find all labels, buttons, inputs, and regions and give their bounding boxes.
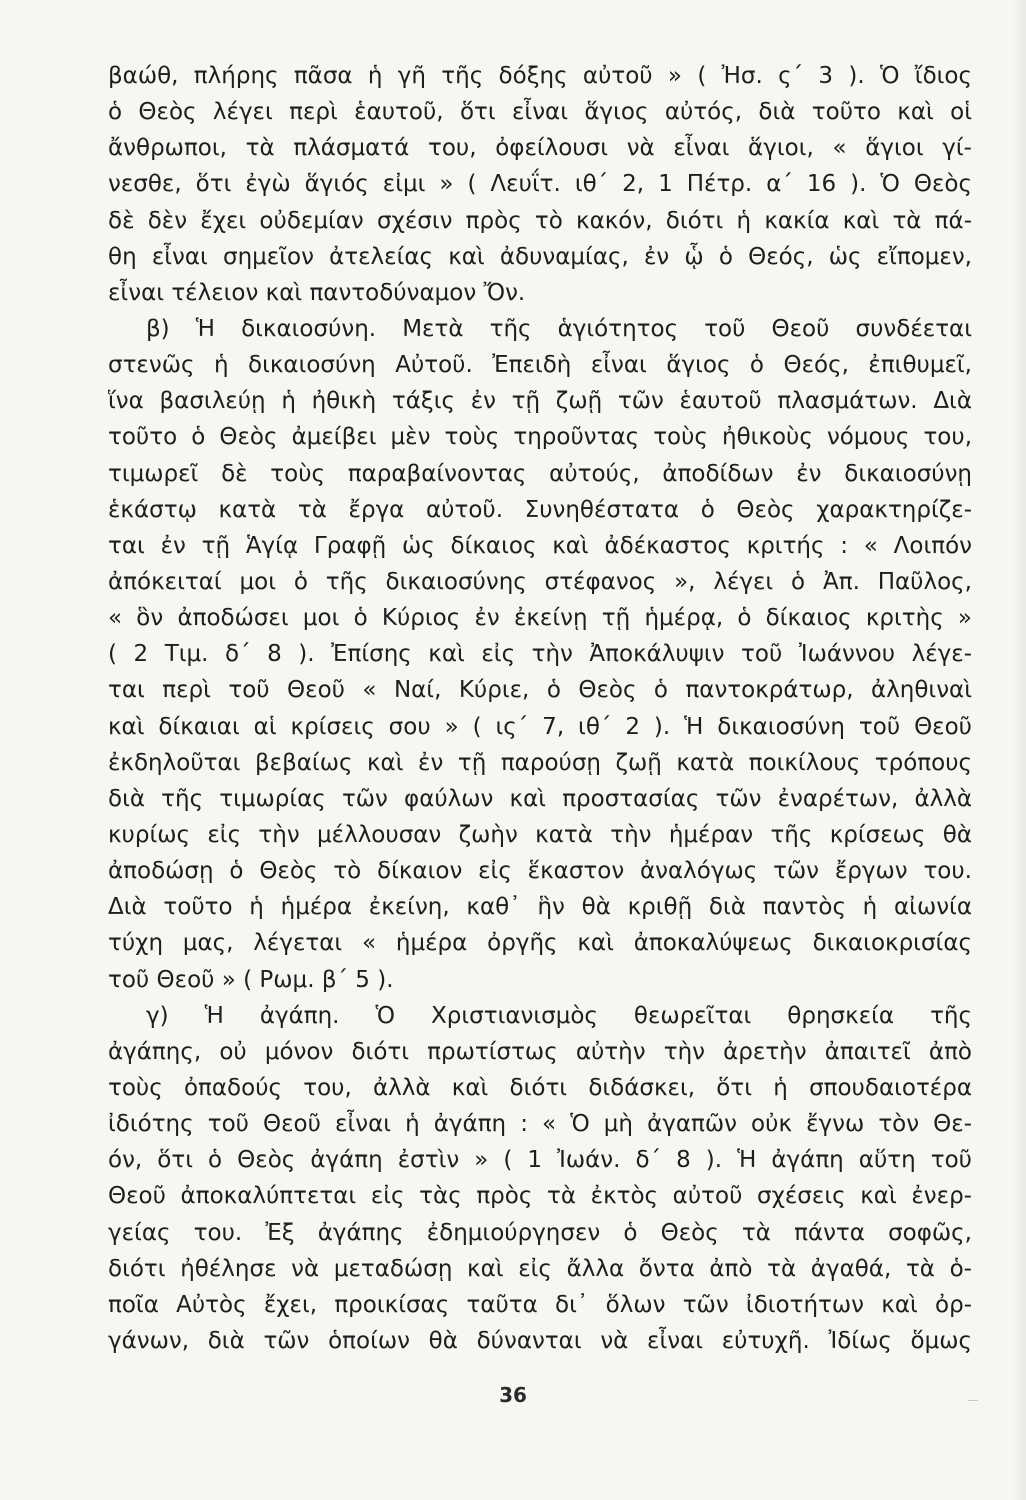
text-line: ἰδιότης τοῦ Θεοῦ εἶναι ἡ ἀγάπη : « Ὁ μὴ ἀγαπῶν οὐκ ἔγνω τὸν Θε-: [108, 1111, 972, 1138]
text-line: ἀποδώσῃ ὁ Θεὸς τὸ δίκαιον εἰς ἕκαστον ἀναλόγως τῶν ἔργων του.: [108, 858, 972, 885]
text-line: τοῦτο ὁ Θεὸς ἀμείβει μὲν τοὺς τηροῦντας τοὺς ἠθικοὺς νόμους του,: [108, 424, 972, 451]
margin-mark: [968, 1400, 978, 1401]
text-line: θη εἶναι σημεῖον ἀτελείας καὶ ἀδυναμίας, ἐν ᾧ ὁ Θεός, ὡς εἴπομεν,: [108, 243, 972, 270]
page-number: 36: [499, 1383, 527, 1407]
text-line: Θεοῦ ἀποκαλύπτεται εἰς τὰς πρὸς τὰ ἐκτὸς αὐτοῦ σχέσεις καὶ ἐνερ-: [108, 1183, 972, 1210]
text-line: γείας του. Ἐξ ἀγάπης ἐδημιούργησεν ὁ Θεὸς τὰ πάντα σοφῶς,: [108, 1219, 972, 1246]
text-line: ἵνα βασιλεύῃ ἡ ἠθικὴ τάξις ἐν τῇ ζωῇ τῶν ἑαυτοῦ πλασμάτων. Διὰ: [108, 388, 972, 415]
section-heading-line: γ) Ἡ ἀγάπη. Ὁ Χριστιανισμὸς θεωρεῖται θρησκεία τῆς: [146, 1002, 972, 1029]
text-line: διότι ἠθέλησε νὰ μεταδώσῃ καὶ εἰς ἄλλα ὄντα ἀπὸ τὰ ἀγαθά, τὰ ὁ-: [108, 1255, 972, 1282]
section-heading-line: β) Ἡ δικαιοσύνη. Μετὰ τῆς ἁγιότητος τοῦ Θεοῦ συνδέεται: [146, 315, 972, 342]
text-line: ποῖα Αὐτὸς ἔχει, προικίσας ταῦτα δι᾿ ὅλων τῶν ἰδιοτήτων καὶ ὀρ-: [108, 1291, 972, 1318]
text-line: « ὃν ἀποδώσει μοι ὁ Κύριος ἐν ἐκείνῃ τῇ ἡμέρᾳ, ὁ δίκαιος κριτὴς »: [108, 605, 972, 632]
text-line: δὲ δὲν ἔχει οὐδεμίαν σχέσιν πρὸς τὸ κακόν, διότι ἡ κακία καὶ τὰ πά-: [108, 207, 972, 234]
page-edge-shadow: [1012, 0, 1026, 1500]
text-line: ( 2 Τιμ. δ΄ 8 ). Ἐπίσης καὶ εἰς τὴν Ἀποκάλυψιν τοῦ Ἰωάννου λέγε-: [108, 641, 972, 668]
text-line: στενῶς ἡ δικαιοσύνη Αὐτοῦ. Ἐπειδὴ εἶναι ἅγιος ὁ Θεός, ἐπιθυμεῖ,: [108, 352, 972, 379]
text-line: τοῦ Θεοῦ » ( Ρωμ. β΄ 5 ).: [108, 966, 394, 993]
text-line: ἀπόκειταί μοι ὁ τῆς δικαιοσύνης στέφανος », λέγει ὁ Ἀπ. Παῦλος,: [108, 568, 972, 595]
text-line: ἄνθρωποι, τὰ πλάσματά του, ὀφείλουσι νὰ εἶναι ἅγιοι, « ἅγιοι γί-: [108, 135, 972, 162]
text-line: καὶ δίκαιαι αἱ κρίσεις σου » ( ις΄ 7, ιθ΄ 2 ). Ἡ δικαιοσύνη τοῦ Θεοῦ: [108, 713, 972, 740]
text-line: νεσθε, ὅτι ἐγὼ ἅγιός εἰμι » ( Λευΐτ. ιθ΄ 2, 1 Πέτρ. α΄ 16 ). Ὁ Θεὸς: [108, 171, 972, 198]
text-line: τοὺς ὀπαδούς του, ἀλλὰ καὶ διότι διδάσκει, ὅτι ἡ σπουδαιοτέρα: [108, 1074, 972, 1101]
text-line: διὰ τῆς τιμωρίας τῶν φαύλων καὶ προστασίας τῶν ἐναρέτων, ἀλλὰ: [108, 785, 972, 812]
text-line: τύχη μας, λέγεται « ἡμέρα ὀργῆς καὶ ἀποκαλύψεως δικαιοκρισίας: [108, 930, 972, 957]
text-line: Διὰ τοῦτο ἡ ἡμέρα ἐκείνη, καθ᾿ ἣν θὰ κριθῇ διὰ παντὸς ἡ αἰωνία: [108, 894, 972, 921]
text-line: εἶναι τέλειον καὶ παντοδύναμον Ὄν.: [108, 279, 526, 306]
text-line: ται ἐν τῇ Ἁγίᾳ Γραφῇ ὡς δίκαιος καὶ ἀδέκαστος κριτής : « Λοιπόν: [108, 532, 972, 559]
text-line: όν, ὅτι ὁ Θεὸς ἀγάπη ἐστὶν » ( 1 Ἰωάν. δ΄ 8 ). Ἡ ἀγάπη αὕτη τοῦ: [108, 1147, 972, 1174]
text-line: ἀγάπης, οὐ μόνον διότι πρωτίστως αὐτὴν τὴν ἀρετὴν ἀπαιτεῖ ἀπὸ: [108, 1038, 972, 1065]
text-line: ται περὶ τοῦ Θεοῦ « Ναί, Κύριε, ὁ Θεὸς ὁ παντοκράτωρ, ἀληθιναὶ: [108, 677, 972, 704]
text-line: ὁ Θεὸς λέγει περὶ ἑαυτοῦ, ὅτι εἶναι ἅγιος αὐτός, διὰ τοῦτο καὶ οἱ: [108, 99, 972, 126]
text-line: κυρίως εἰς τὴν μέλλουσαν ζωὴν κατὰ τὴν ἡμέραν τῆς κρίσεως θὰ: [108, 821, 972, 848]
text-line: τιμωρεῖ δὲ τοὺς παραβαίνοντας αὐτούς, ἀποδίδων ἐν δικαιοσύνῃ: [108, 460, 972, 487]
text-line: ἑκάστῳ κατὰ τὰ ἔργα αὐτοῦ. Συνηθέστατα ὁ Θεὸς χαρακτηρίζε-: [108, 496, 972, 523]
body-text: [108, 58, 972, 1359]
text-line: ἐκδηλοῦται βεβαίως καὶ ἐν τῇ παρούσῃ ζωῇ κατὰ ποικίλους τρόπους: [108, 749, 972, 776]
text-line: βαώθ, πλήρης πᾶσα ἡ γῆ τῆς δόξης αὐτοῦ » ( Ἠσ. ς΄ 3 ). Ὁ ἴδιος: [108, 63, 972, 89]
text-line: γάνων, διὰ τῶν ὁποίων θὰ δύνανται νὰ εἶναι εὐτυχῆ. Ἰδίως ὅμως: [108, 1327, 972, 1354]
